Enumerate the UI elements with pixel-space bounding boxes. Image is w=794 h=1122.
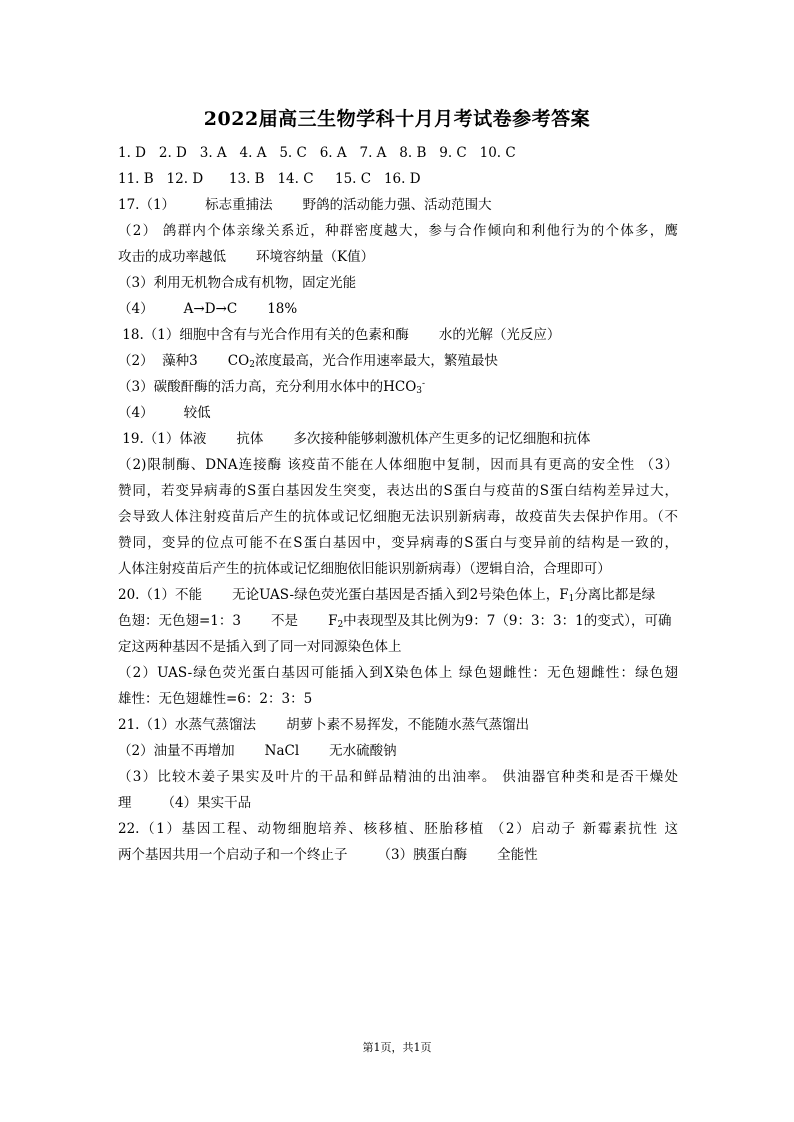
answer-line-21-2: （2）油量不再增加 NaCl 无水硫酸钠 <box>118 743 397 759</box>
answer-line-mc-2: 11. B 12. D 13. B 14. C 15. C 16. D <box>118 171 421 187</box>
answer-line-20-2: （2）UAS-绿色荧光蛋白基因可能插入到X染色体上 绿色翅雌性：无色翅雌性：绿色翅 <box>118 665 678 681</box>
answer-line-19-3d: 人体注射疫苗后产生的抗体或记忆细胞依旧能识别新病毒）（逻辑自洽，合理即可） <box>118 561 611 577</box>
superscript: - <box>422 379 426 389</box>
answer-line-18-3 <box>118 374 678 400</box>
subscript: 2 <box>249 360 255 370</box>
answer-content <box>118 140 678 868</box>
answer-line-19-2: （2)限制酶、DNA连接酶 该疫苗不能在人体细胞中复制，因而具有更高的安全性 （3） <box>118 457 678 473</box>
answer-line-21-1: 21.（1）水蒸气蒸馏法 胡萝卜素不易挥发，不能随水蒸气蒸馏出 <box>118 717 530 733</box>
answer-line-mc-1: 1. D 2. D 3. A 4. A 5. C 6. A 7. A 8. B 9. C 10. C <box>118 145 516 161</box>
text-run: 浓度最高，光合作用速率最大，繁殖最快 <box>254 353 498 369</box>
page-title: 2022届高三生物学科十月月考试卷参考答案 <box>203 108 591 130</box>
answer-line-17-3: （3）利用无机物合成有机物，固定光能 <box>118 275 357 291</box>
text-run: （3）碳酸酐酶的活力高，充分利用水体中的HCO <box>118 379 417 395</box>
text-run: 色翅：无色翅=1：3 不是 F <box>118 613 338 629</box>
answer-line-17-4: （4） A→D→C 18% <box>118 301 298 317</box>
answer-line-18-2 <box>118 348 678 374</box>
answer-line-18-4: （4） 较低 <box>118 405 211 421</box>
answer-line-19-3b: 会导致人体注射疫苗后产生的抗体或记忆细胞无法识别新病毒，故疫苗失去保护作用。（不 <box>118 509 678 525</box>
answer-line-20-1a <box>118 582 678 608</box>
answer-line-21-3-cont: 理 （4）果实干品 <box>118 795 252 811</box>
answer-line-19-1: 19.（1）体液 抗体 多次接种能够刺激机体产生更多的记忆细胞和抗体 <box>118 431 591 447</box>
answer-line-19-3a: 赞同，若变异病毒的S蛋白基因发生突变，表达出的S蛋白与疫苗的S蛋白结构差异过大， <box>118 483 678 499</box>
subscript: 2 <box>337 620 344 630</box>
answer-line-19-3c: 赞同，变异的位点可能不在S蛋白基因中，变异病毒的S蛋白与变异前的结构是一致的， <box>118 535 678 551</box>
text-run: 20.（1）不能 无论UAS-绿色荧光蛋白基因是否插入到2号染色体上，F <box>118 587 569 603</box>
answer-line-21-3: （3）比较木姜子果实及叶片的干品和鲜品精油的出油率。 供油器官种类和是否干燥处 <box>118 769 678 785</box>
answer-line-20-2-cont: 雄性：无色翅雄性=6：2：3：5 <box>118 691 313 707</box>
answer-line-22-1: 22.（1）基因工程、动物细胞培养、核移植、胚胎移植 （2）启动子 新霉素抗性 这 <box>118 821 678 837</box>
text-run: （2） 藻种3 CO <box>118 353 250 369</box>
subscript: 1 <box>568 594 575 604</box>
answer-line-22-2: 两个基因共用一个启动子和一个终止子 （3）胰蛋白酶 全能性 <box>118 847 538 863</box>
text-run: 中表现型及其比例为9：7（9：3：3：1的变式），可确 <box>343 613 672 629</box>
answer-line-17-1: 17.（1） 标志重捕法 野鸽的活动能力强、活动范围大 <box>118 197 492 213</box>
answer-line-17-2: （2） 鸽群内个体亲缘关系近，种群密度越大，参与合作倾向和利他行为的个体多，鹰 <box>118 223 678 239</box>
answer-line-17-2-cont: 攻击的成功率越低 环境容纳量（K值） <box>118 249 375 265</box>
subscript: 3 <box>416 386 422 396</box>
answer-line-20-1b <box>118 608 678 634</box>
text-run: 分离比都是绿 <box>574 587 656 603</box>
page-footer: 第1页，共1页 <box>362 1041 432 1054</box>
answer-line-20-1c: 定这两种基因不是插入到了同一对同源染色体上 <box>118 639 402 655</box>
answer-line-18-1: 18.（1）细胞中含有与光合作用有关的色素和酶 水的光解（光反应） <box>118 327 561 343</box>
